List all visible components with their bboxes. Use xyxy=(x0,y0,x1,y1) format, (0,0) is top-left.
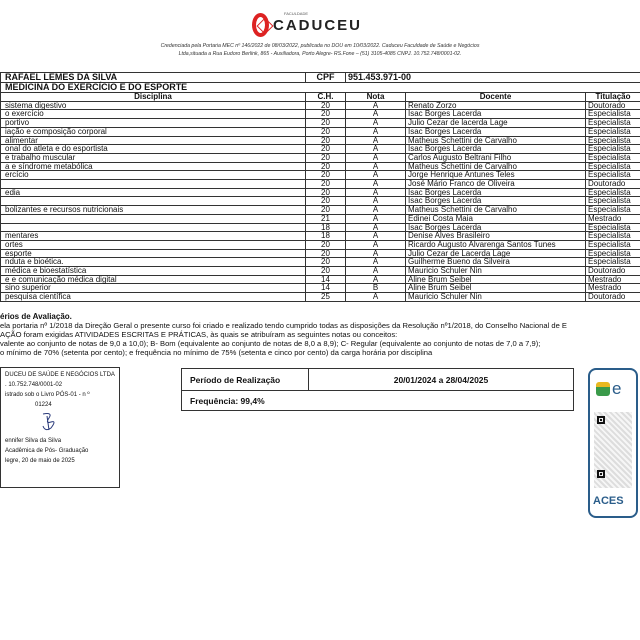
credential-line: Credenciada pela Portaria MEC nº 146/2022 de 08/03/2022, publicada no DOU em 10/03/2022. Caduceu Faculdade de Saúde e Negócios xyxy=(160,43,480,49)
grade-cell: A xyxy=(346,267,406,276)
degree-cell: Especialista xyxy=(586,206,640,215)
degree-cell: Especialista xyxy=(586,240,640,249)
teacher-cell: Denise Alves Brasileiro xyxy=(406,232,586,241)
degree-cell: Doutorado xyxy=(586,180,640,189)
logo-sup: FACULDADE xyxy=(284,11,309,16)
qr-finder-icon xyxy=(597,416,605,424)
signature-line: DUCEU DE SAÚDE E NEGÓCIOS LTDA xyxy=(5,372,115,378)
degree-cell: Especialista xyxy=(586,162,640,171)
degree-cell: Mestrado xyxy=(586,214,640,223)
degree-cell: Especialista xyxy=(586,136,640,145)
hours-cell: 20 xyxy=(306,162,346,171)
teacher-cell: Guilherme Bueno da Silveira xyxy=(406,258,586,267)
hours-cell: 20 xyxy=(306,119,346,128)
signature-box xyxy=(0,367,120,488)
frequency: Frequência: 99,4% xyxy=(190,395,265,406)
teacher-cell: Julio Cezar de Lacerda Lage xyxy=(406,249,586,258)
hours-cell: 20 xyxy=(306,197,346,206)
logo-ring-icon xyxy=(252,13,269,37)
signature-line: 01224 xyxy=(35,402,52,408)
teacher-cell: Mauricio Schuler Nin xyxy=(406,293,586,302)
discipline-cell: sistema digestivo xyxy=(1,101,306,110)
grade-cell: A xyxy=(346,249,406,258)
evaluation-criteria xyxy=(0,312,640,357)
teacher-cell: Isac Borges Lacerda xyxy=(406,110,586,119)
hours-cell: 14 xyxy=(306,284,346,293)
table-row xyxy=(1,127,640,136)
teacher-cell: Ricardo Augusto Alvarenga Santos Tunes xyxy=(406,240,586,249)
hours-cell: 20 xyxy=(306,101,346,110)
discipline-cell: nduta e bioética. xyxy=(1,258,306,267)
discipline-cell: ortes xyxy=(1,240,306,249)
table-row xyxy=(1,267,640,276)
teacher-cell: Aline Brum Seibel xyxy=(406,284,586,293)
degree-cell: Especialista xyxy=(586,197,640,206)
column-header: Titulação xyxy=(586,93,640,102)
hours-cell: 20 xyxy=(306,188,346,197)
criteria-line: ela portaria nº 1/2018 da Direção Geral o presente curso foi criado e realizado tendo cumprido todas as disposições da Resolução nº1/2018, do Conselho Nacional de E xyxy=(0,321,567,330)
grade-cell: A xyxy=(346,223,406,232)
degree-cell: Mestrado xyxy=(586,284,640,293)
grade-cell: A xyxy=(346,180,406,189)
discipline-cell: pesquisa científica xyxy=(1,293,306,302)
qr-finder-icon xyxy=(597,470,605,478)
discipline-cell: e e comunicação médica digital xyxy=(1,275,306,284)
teacher-cell: Isac Borges Lacerda xyxy=(406,223,586,232)
grade-cell: A xyxy=(346,119,406,128)
grades-table xyxy=(0,72,640,302)
grade-cell: A xyxy=(346,275,406,284)
grade-cell: A xyxy=(346,171,406,180)
degree-cell: Especialista xyxy=(586,145,640,154)
teacher-cell: Carlos Augusto Beltrani Filho xyxy=(406,153,586,162)
column-header: C.H. xyxy=(306,93,346,102)
hours-cell: 25 xyxy=(306,293,346,302)
table-row xyxy=(1,214,640,223)
table-row xyxy=(1,293,640,302)
hours-cell: 20 xyxy=(306,136,346,145)
student-row xyxy=(1,73,640,83)
degree-cell: Doutorado xyxy=(586,293,640,302)
course-row xyxy=(1,83,640,93)
teacher-cell: Isac Borges Lacerda xyxy=(406,197,586,206)
hours-cell: 20 xyxy=(306,240,346,249)
degree-cell: Especialista xyxy=(586,223,640,232)
degree-cell: Especialista xyxy=(586,232,640,241)
discipline-cell: a e síndrome metabólica xyxy=(1,162,306,171)
hours-cell: 20 xyxy=(306,267,346,276)
grade-cell: A xyxy=(346,293,406,302)
criteria-line: valente ao conjunto de notas de 9,0 a 10,0); B- Bom (equivalente ao conjunto de notas de 8,0 a 8,9); C- Regular (equivalente ao conjunto de notas de 7,0 a 7,9); xyxy=(0,339,541,348)
handwritten-signature xyxy=(37,410,67,432)
grade-cell: A xyxy=(346,206,406,215)
grade-cell: A xyxy=(346,188,406,197)
teacher-cell: Mauricio Schuler Nin xyxy=(406,267,586,276)
criteria-line: o mínimo de 70% (setenta por cento); e frequência no mínimo de 75% (setenta e cinco por cento) da carga horária por disciplina xyxy=(0,348,433,357)
grade-cell: A xyxy=(346,240,406,249)
grade-cell: A xyxy=(346,214,406,223)
discipline-cell: iação e composição corporal xyxy=(1,127,306,136)
discipline-cell xyxy=(1,223,306,232)
grade-cell: A xyxy=(346,136,406,145)
column-header: Docente xyxy=(406,93,586,102)
cpf-value: 951.453.971-00 xyxy=(346,73,640,83)
discipline-cell xyxy=(1,214,306,223)
degree-cell: Especialista xyxy=(586,110,640,119)
table-row xyxy=(1,240,640,249)
cpf-label: CPF xyxy=(306,73,346,83)
caduceu-logo xyxy=(252,10,362,40)
discipline-cell: ercício xyxy=(1,171,306,180)
hours-cell: 18 xyxy=(306,223,346,232)
period-value: 20/01/2024 a 28/04/2025 xyxy=(393,374,489,385)
verify-brand: e xyxy=(612,379,622,398)
table-header xyxy=(1,93,640,102)
hours-cell: 20 xyxy=(306,153,346,162)
discipline-cell: sino superior xyxy=(1,284,306,293)
column-header: Nota xyxy=(346,93,406,102)
qr-code[interactable] xyxy=(594,412,632,488)
hours-cell: 20 xyxy=(306,145,346,154)
student-name: RAFAEL LEMES DA SILVA xyxy=(1,73,306,83)
table-row xyxy=(1,119,640,128)
grade-cell: A xyxy=(346,127,406,136)
teacher-cell: Renato Zorzo xyxy=(406,101,586,110)
degree-cell: Especialista xyxy=(586,258,640,267)
hours-cell: 20 xyxy=(306,127,346,136)
teacher-cell: Jorge Henrique Antunes Teles xyxy=(406,171,586,180)
degree-cell: Especialista xyxy=(586,249,640,258)
degree-cell: Especialista xyxy=(586,153,640,162)
discipline-cell: bolizantes e recursos nutricionais xyxy=(1,206,306,215)
course-name: MEDICINA DO EXERCÍCIO E DO ESPORTE xyxy=(1,83,640,93)
logo-text: CADUCEU xyxy=(273,16,362,34)
discipline-cell xyxy=(1,180,306,189)
hours-cell: 20 xyxy=(306,180,346,189)
grade-cell: A xyxy=(346,145,406,154)
grade-cell: A xyxy=(346,232,406,241)
criteria-line: AÇÃO foram exigidas ATIVIDADES ESCRITAS E PRÁTICAS, às quais se atribuíram as seguintes notas ou conceitos: xyxy=(0,330,398,339)
degree-cell: Especialista xyxy=(586,171,640,180)
degree-cell: Doutorado xyxy=(586,101,640,110)
discipline-cell: edia xyxy=(1,188,306,197)
signature-line: Acadêmica de Pós- Graduação xyxy=(5,448,89,454)
discipline-cell: o exercício xyxy=(1,110,306,119)
period-label: Período de Realização xyxy=(182,369,309,390)
hours-cell: 18 xyxy=(306,232,346,241)
degree-cell: Especialista xyxy=(586,127,640,136)
discipline-cell: médica e bioestatística xyxy=(1,267,306,276)
teacher-cell: Isac Borges Lacerda xyxy=(406,127,586,136)
verify-logo-icon xyxy=(596,382,610,396)
column-header: Disciplina xyxy=(1,93,306,102)
hours-cell: 21 xyxy=(306,214,346,223)
teacher-cell: José Mário Franco de Oliveira xyxy=(406,180,586,189)
hours-cell: 20 xyxy=(306,249,346,258)
hours-cell: 14 xyxy=(306,275,346,284)
discipline-cell: onal do atleta e do esportista xyxy=(1,145,306,154)
teacher-cell: Matheus Schettini de Carvalho xyxy=(406,136,586,145)
signature-line: . 10.752.748/0001-02 xyxy=(5,382,63,388)
verification-card[interactable] xyxy=(588,368,638,518)
discipline-cell: mentares xyxy=(1,232,306,241)
teacher-cell: Julio Cezar de lacerda Lage xyxy=(406,119,586,128)
hours-cell: 20 xyxy=(306,258,346,267)
teacher-cell: Isac Borges Lacerda xyxy=(406,188,586,197)
teacher-cell: Matheus Schettini de Carvalho xyxy=(406,162,586,171)
degree-cell: Especialista xyxy=(586,188,640,197)
signature-line: istrado sob o Livro PÓS-01 - n º xyxy=(5,392,90,398)
discipline-cell: alimentar xyxy=(1,136,306,145)
discipline-cell: portivo xyxy=(1,119,306,128)
signature-line: ennifer Silva da Silva xyxy=(5,438,62,444)
degree-cell: Especialista xyxy=(586,119,640,128)
period-box xyxy=(181,368,574,411)
degree-cell: Mestrado xyxy=(586,275,640,284)
table-row xyxy=(1,153,640,162)
criteria-title: érios de Avaliação. xyxy=(0,312,72,321)
table-row xyxy=(1,180,640,189)
grade-cell: A xyxy=(346,258,406,267)
grade-cell: A xyxy=(346,110,406,119)
discipline-cell: e trabalho muscular xyxy=(1,153,306,162)
signature-line: legre, 20 de maio de 2025 xyxy=(5,458,75,464)
grade-cell: B xyxy=(346,284,406,293)
teacher-cell: Isac Borges Lacerda xyxy=(406,145,586,154)
credential-text xyxy=(0,42,640,58)
grade-cell: A xyxy=(346,153,406,162)
hours-cell: 20 xyxy=(306,110,346,119)
credential-line: Ltda,situada a Rua Eudoro Berlink, 865 - Auxiliadora, Porto Alegre- RS.Fone – (51) 3105-4085 CNPJ. 10.752.748/0001-02. xyxy=(178,51,462,57)
grade-cell: A xyxy=(346,162,406,171)
grade-cell: A xyxy=(346,197,406,206)
hours-cell: 20 xyxy=(306,171,346,180)
teacher-cell: Matheus Schettini de Carvalho xyxy=(406,206,586,215)
teacher-cell: Aline Brum Seibel xyxy=(406,275,586,284)
degree-cell: Doutorado xyxy=(586,267,640,276)
grade-cell: A xyxy=(346,101,406,110)
discipline-cell: esporte xyxy=(1,249,306,258)
hours-cell: 20 xyxy=(306,206,346,215)
teacher-cell: Edinei Costa Maia xyxy=(406,214,586,223)
access-label: ACES xyxy=(593,495,624,507)
